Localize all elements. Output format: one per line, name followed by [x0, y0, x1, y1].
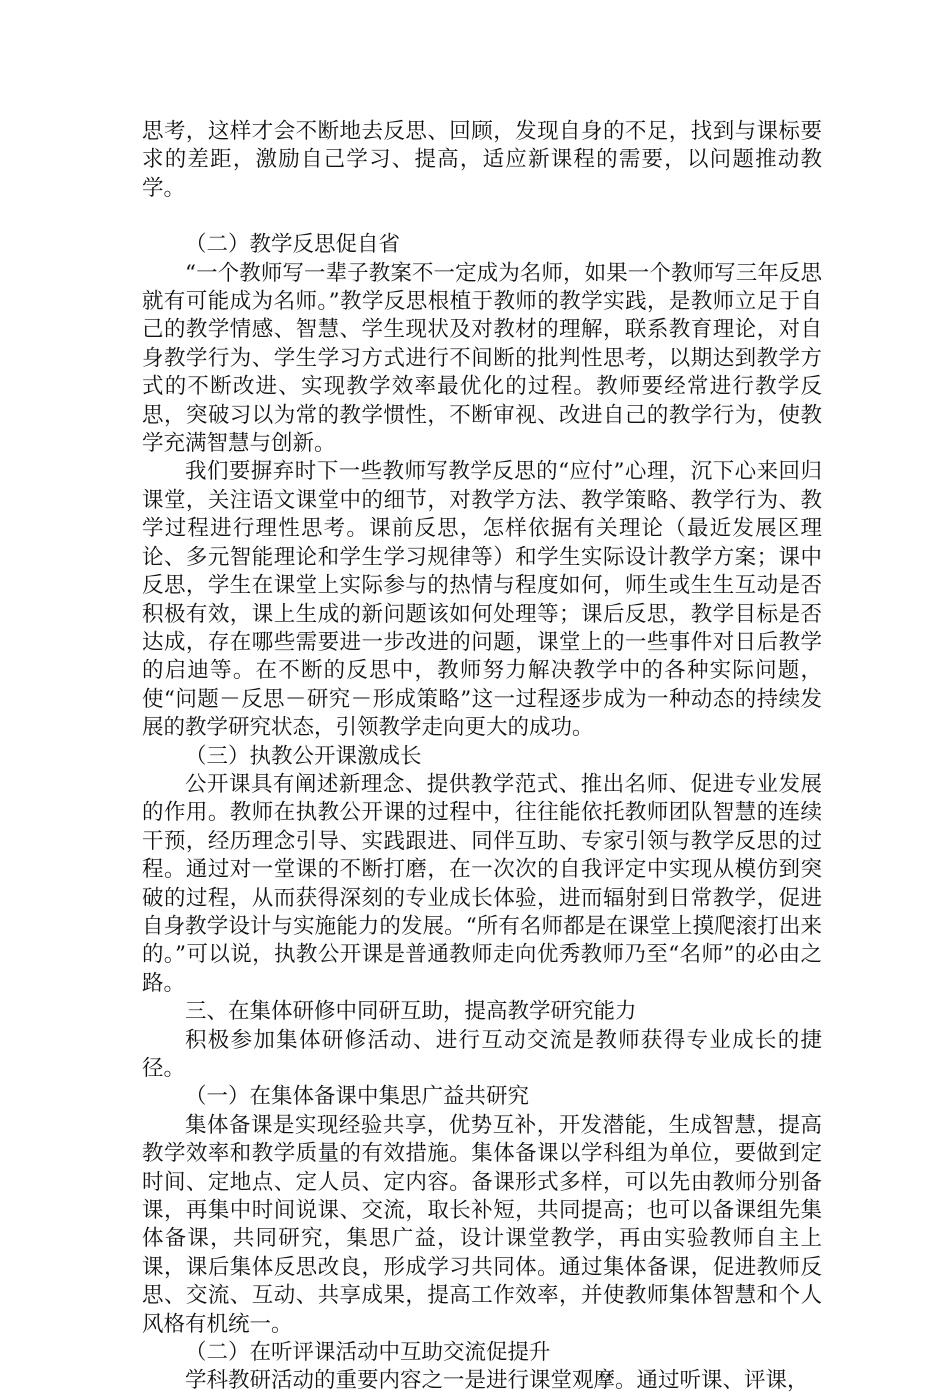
section-heading-lesson-observation: （二）在听评课活动中互助交流促提升 [185, 1340, 551, 1366]
document-page [142, 118, 822, 1396]
paragraph-reflection-quote: “一个教师写一辈子教案不一定成为名师，如果一个教师写三年反思就有可能成为名师。”教学反思根植于教师的教学实践，是教师立足于自己的教学情感、智慧、学生现状及对教材的理解，联系教育理论，对自身教学行为、学生学习方式进行不间断的批判性思考，以期达到教学方式的不断改进、实现教学效率最优化的过程。教师要经常进行教学反思，突破习以为常的教学惯性，不断审视、改进自己的教学行为，使教学充满智慧与创新。 [142, 260, 822, 457]
paragraph-continuation: 思考，这样才会不断地去反思、回顾，发现自身的不足，找到与课标要求的差距，激励自己学习、提高，适应新课程的需要，以问题推动教学。 [142, 119, 822, 201]
section-heading-open-class: （三）执教公开课激成长 [185, 743, 422, 769]
section-heading-collective-research: 三、在集体研修中同研互助，提高教学研究能力 [185, 999, 637, 1025]
paragraph-lesson-observation: 学科教研活动的重要内容之一是进行课堂观摩。通过听课、评课， [185, 1368, 809, 1394]
paragraph-collective-prep: 集体备课是实现经验共享，优势互补，开发潜能，生成智慧，提高教学效率和教学质量的有效措施。集体备课以学科组为单位，要做到定时间、定地点、定人员、定内容。备课形式多样，可以先由教师分别备课，再集中时间说课、交流，取长补短，共同提高；也可以备课组先集体备课，共同研究，集思广益，设计课堂教学，再由实验教师自主上课，课后集体反思改良，形成学习共同体。通过集体备课，促进教师反思、交流、互动、共享成果，提高工作效率，并使教师集体智慧和个人风格有机统一。 [142, 1112, 822, 1337]
paragraph-collective-intro: 积极参加集体研修活动、进行互动交流是教师获得专业成长的捷径。 [142, 1027, 822, 1081]
section-heading-collective-prep: （一）在集体备课中集思广益共研究 [185, 1084, 530, 1110]
paragraph-reflection-practice: 我们要摒弃时下一些教师写教学反思的“应付”心理，沉下心来回归课堂，关注语文课堂中的细节，对教学方法、教学策略、教学行为、教学过程进行理性思考。课前反思，怎样依据有关理论（最近发展区理论、多元智能理论和学生学习规律等）和学生实际设计教学方案；课中反思，学生在课堂上实际参与的热情与程度如何，师生或生生互动是否积极有效，课上生成的新问题该如何处理等；课后反思，教学目标是否达成，存在哪些需要进一步改进的问题，课堂上的一些事件对日后教学的启迪等。在不断的反思中，教师努力解决教学中的各种实际问题，使“问题－反思－研究－形成策略”这一过程逐步成为一种动态的持续发展的教学研究状态，引领教学走向更大的成功。 [142, 459, 822, 741]
section-heading-reflection: （二）教学反思促自省 [185, 232, 401, 258]
paragraph-open-class: 公开课具有阐述新理念、提供教学范式、推出名师、促进专业发展的作用。教师在执教公开课的过程中，往往能依托教师团队智慧的连续干预，经历理念引导、实践跟进、同伴互助、专家引领与教学反思的过程。通过对一堂课的不断打磨，在一次次的自我评定中实现从模仿到突破的过程，从而获得深刻的专业成长体验，进而辐射到日常教学，促进自身教学设计与实施能力的发展。“所有名师都是在课堂上摸爬滚打出来的。”可以说，执教公开课是普通教师走向优秀教师乃至“名师”的必由之路。 [142, 771, 822, 996]
